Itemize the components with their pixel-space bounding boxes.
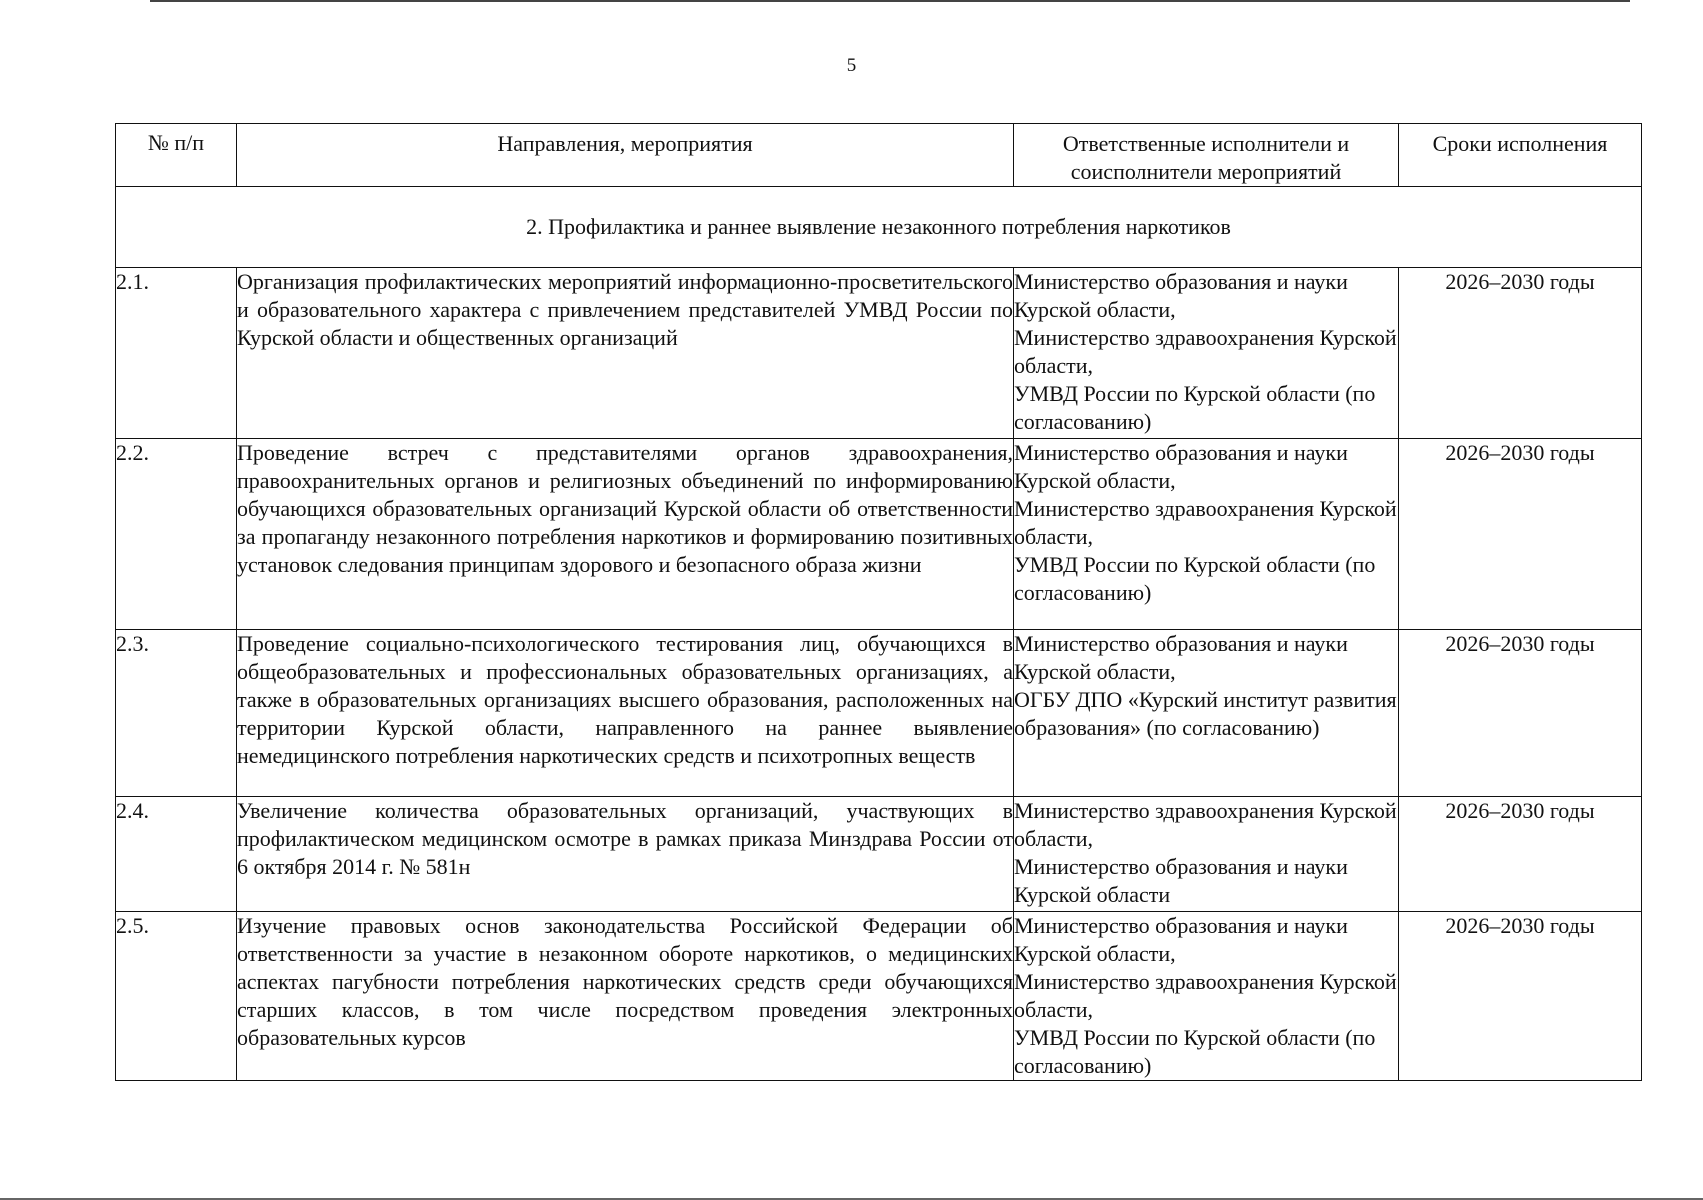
table-row: [116, 630, 1642, 797]
row-number: 2.3.: [116, 630, 237, 797]
section-title: 2. Профилактика и раннее выявление незаконного потребления наркотиков: [116, 187, 1642, 268]
row-responsible: [1014, 268, 1399, 439]
page-number: 5: [846, 55, 857, 76]
responsible-line: Министерство образования и науки Курской области,: [1014, 440, 1348, 493]
row-term: 2026–2030 годы: [1399, 268, 1642, 439]
table-row: [116, 912, 1642, 1081]
responsible-line: Министерство здравоохранения Курской области,: [1014, 496, 1397, 549]
row-activity: Изучение правовых основ законодательства Российской Федерации об ответственности за участие в незаконном обороте наркотиков, о медицинских аспектах пагубности потребления наркотических средств среди обучающихся старших классов, в том числе посредством проведения электронных образовательных курсов: [237, 912, 1014, 1081]
table-row: [116, 268, 1642, 439]
responsible-line: УМВД России по Курской области (по согласованию): [1014, 552, 1376, 605]
responsible-line: Министерство образования и науки Курской области,: [1014, 631, 1348, 684]
row-responsible: [1014, 439, 1399, 630]
responsible-line: ОГБУ ДПО «Курский институт развития образования» (по согласованию): [1014, 687, 1397, 740]
row-responsible: [1014, 797, 1399, 912]
table-row: [116, 797, 1642, 912]
row-number: 2.4.: [116, 797, 237, 912]
header-activities: Направления, мероприятия: [237, 124, 1014, 187]
row-responsible: [1014, 912, 1399, 1081]
responsible-line: Министерство образования и науки Курской области: [1014, 854, 1348, 907]
table-row: [116, 439, 1642, 630]
row-term: 2026–2030 годы: [1399, 912, 1642, 1081]
table-header-row: [116, 124, 1642, 187]
row-activity: Проведение социально-психологического тестирования лиц, обучающихся в общеобразовательных и профессиональных образовательных организациях, а также в образовательных организациях высшего образования, расположенных на территории Курской области, направленного на раннее выявление немедицинского потребления наркотических средств и психотропных веществ: [237, 630, 1014, 797]
row-number: 2.2.: [116, 439, 237, 630]
row-activity: Проведение встреч с представителями органов здравоохранения, правоохранительных органов и религиозных объединений по информированию обучающихся образовательных организаций Курской области об ответственности за пропаганду незаконного потребления наркотиков и формированию позитивных установок следования принципам здорового и безопасного образа жизни: [237, 439, 1014, 630]
row-term: 2026–2030 годы: [1399, 797, 1642, 912]
row-number: 2.5.: [116, 912, 237, 1081]
responsible-line: Министерство здравоохранения Курской области,: [1014, 969, 1397, 1022]
responsible-line: Министерство здравоохранения Курской области,: [1014, 798, 1397, 851]
section-row: [116, 187, 1642, 268]
row-number: 2.1.: [116, 268, 237, 439]
row-responsible: [1014, 630, 1399, 797]
header-terms: Сроки исполнения: [1399, 124, 1642, 187]
responsible-line: Министерство образования и науки Курской области,: [1014, 913, 1348, 966]
responsible-line: УМВД России по Курской области (по согласованию): [1014, 1025, 1376, 1078]
header-num: № п/п: [116, 124, 237, 187]
responsible-line: Министерство образования и науки Курской области,: [1014, 269, 1348, 322]
measures-table: [115, 123, 1642, 1081]
header-responsible: Ответственные исполнители и соисполнители мероприятий: [1014, 124, 1399, 187]
row-activity: Увеличение количества образовательных организаций, участвующих в профилактическом медицинском осмотре в рамках приказа Минздрава России от 6 октября 2014 г. № 581н: [237, 797, 1014, 912]
row-term: 2026–2030 годы: [1399, 439, 1642, 630]
responsible-line: Министерство здравоохранения Курской области,: [1014, 325, 1397, 378]
scan-edge-top: [150, 0, 1630, 2]
responsible-line: УМВД России по Курской области (по согласованию): [1014, 381, 1376, 434]
row-term: 2026–2030 годы: [1399, 630, 1642, 797]
row-activity: Организация профилактических мероприятий информационно-просветительского и образовательного характера с привлечением представителей УМВД России по Курской области и общественных организаций: [237, 268, 1014, 439]
